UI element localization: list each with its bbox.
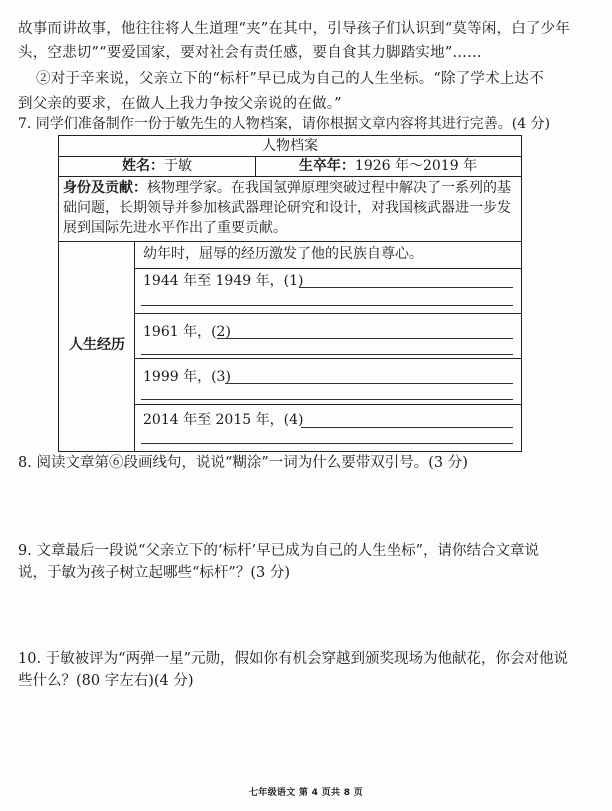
life-rows <box>135 241 521 451</box>
life-row <box>135 241 521 269</box>
life-row-text: 1944 年至 1949 年，(1) <box>143 273 304 289</box>
identity-line-2: 础问题，长期领导并参加核武器理论研究和设计，对我国核武器进一步发 <box>63 200 511 216</box>
answer-blank-1a[interactable] <box>299 287 513 288</box>
profile-table <box>58 135 522 452</box>
table-title: 人物档案 <box>59 136 521 157</box>
table-name-row <box>59 156 521 177</box>
life-row-text: 1999 年，(3) <box>143 369 231 385</box>
passage-line-3: ②对于辛来说，父亲立下的“标杆”早已成为自己的人生坐标。“除了学术上达不 <box>36 71 544 87</box>
answer-blank-2a[interactable] <box>217 338 513 339</box>
identity-label: 身份及贡献： <box>63 180 147 196</box>
life-row <box>135 405 521 451</box>
answer-blank-1b[interactable] <box>141 305 513 306</box>
name-value: 于敏 <box>164 158 192 174</box>
life-row <box>135 269 521 314</box>
question-9-line-2: 说，于敏为孩子树立起哪些“标杆”？(3 分) <box>18 565 290 581</box>
name-cell <box>59 156 256 176</box>
identity-cell <box>59 176 521 242</box>
identity-line-1-value: 核物理学家。在我国氢弹原理突破过程中解决了一系列的基 <box>147 180 511 196</box>
name-label: 姓名： <box>122 158 164 174</box>
question-10-line-2: 些什么？(80 字左右)(4 分) <box>18 673 194 689</box>
question-10-line-1: 10. 于敏被评为“两弹一星”元勋，假如你有机会穿越到颁奖现场为他献花，你会对他说 <box>18 651 568 667</box>
answer-blank-4b[interactable] <box>141 443 513 444</box>
question-7-text: 7. 同学们准备制作一份于敏先生的人物档案，请你根据文章内容将其进行完善。(4 分) <box>18 116 551 132</box>
life-row-text: 幼年时，屈辱的经历激发了他的民族自尊心。 <box>143 246 423 262</box>
passage-line-2: 头，空悲切”“要爱国家，要对社会有责任感，要自食其力脚踏实地”…… <box>18 45 482 61</box>
life-label: 人生经历 <box>69 337 125 353</box>
question-8-text: 8. 阅读文章第⑥段画线句，说说“糊涂”一词为什么要带双引号。(3 分) <box>18 455 468 471</box>
question-9-line-1: 9. 文章最后一段说“父亲立下的‘标杆’早已成为自己的人生坐标”，请你结合文章说 <box>18 543 539 559</box>
passage-line-1: 故事而讲故事，他往往将人生道理“夹”在其中，引导孩子们认识到“莫等闲，白了少年 <box>18 21 571 37</box>
life-section <box>59 241 521 451</box>
passage-line-4: 到父亲的要求，在做人上我力争按父亲说的在做。” <box>18 96 342 112</box>
life-label-cell <box>59 241 135 451</box>
years-label: 生卒年： <box>298 158 355 174</box>
years-value: 1926 年～2019 年 <box>354 158 478 174</box>
identity-line-3: 展到国际先进水平作出了重要贡献。 <box>63 220 287 236</box>
life-row-text: 2014 年至 2015 年，(4) <box>143 412 304 428</box>
life-row-text: 1961 年，(2) <box>143 324 231 340</box>
page-footer: 七年级语文 第 4 页共 8 页 <box>249 788 363 798</box>
answer-blank-4a[interactable] <box>301 427 513 428</box>
years-cell <box>255 156 521 176</box>
answer-blank-3b[interactable] <box>141 399 513 400</box>
life-row <box>135 314 521 359</box>
answer-blank-2b[interactable] <box>141 354 513 355</box>
answer-blank-3a[interactable] <box>225 383 513 384</box>
identity-line-1 <box>63 178 511 198</box>
life-row <box>135 359 521 405</box>
